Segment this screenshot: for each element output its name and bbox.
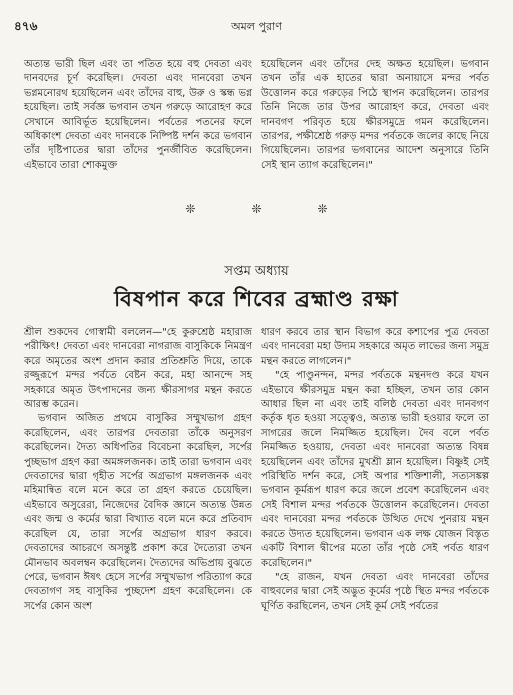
paragraph: অত্যন্ত ভারী ছিল এবং তা পতিত হয়ে বহু দেবতা এবং দানবদের চূর্ণ করেছিল। দেবতা এবং দানবেরা তখন ভগ্নমনোরথ হয়েছিলেন এবং তাঁদের বাহু, উরু ও স্কন্ধ ভগ্ন হয়েছিল। তাই সর্বজ্ঞ ভগবান তখন গরুড়ে আরোহণ করে সেখানে আবির্ভূত হয়েছিলেন। পর্বতের পতনের ফলে অধিকাংশ দেবতা এবং দানবকে নিষ্পিষ্ট দর্শন করে ভগবান তাঁর দৃষ্টিপাতের দ্বারা তাঁদের পুনর্জীবিত করেছিলেন। এইভাবে তারা শোকমুক্ত: [24, 59, 252, 171]
top-left-column: [24, 58, 252, 173]
paragraph: শ্রীল শুকদেব গোস্বামী বললেন—"হে কুরুশ্রেষ্ঠ মহারাজ পরীক্ষিৎ! দেবতা এবং দানবেরা নাগরাজ বাসুকিকে নিমন্ত্রণ করে অমৃতের অংশ প্রদান করার প্রতিশ্রুতি দিয়ে, তাকে রজ্জুরূপে মন্দর পর্বতে বেষ্টন করে, মহা আনন্দে সহ সহকারে অমৃত উৎপাদনের জন্য ক্ষীরসাগর মন্থন করতে আরম্ভ করেন।: [24, 327, 252, 411]
running-header-title: অমল পুরাণ: [231, 20, 282, 33]
chapter-title: বিষপান করে শিবের ব্রহ্মাণ্ড রক্ষা: [114, 287, 399, 311]
paragraph: "হে পাণ্ডুনন্দন, মন্দর পর্বতকে মন্থনদণ্ড করে যখন এইভাবে ক্ষীরসমুদ্র মন্থন করা হচ্ছিল, তখন তার কোন আধার ছিল না এবং তাই বলিষ্ঠ দেবতা এবং দানবগণ কর্তৃক ধৃত হওয়া সত্ত্বেও, অত্যন্ত ভারী হওয়ার ফলে তা সাগরের জলে নিমজ্জিত হয়েছিল। দৈব বলে পর্বত নিমজ্জিত হওয়ায়, দেবতা এবং দানবেরা অত্যন্ত বিষন্ন হয়েছিলেন এবং তাঁদের মুখশ্রী ম্লান হয়েছিল। বিষ্ণুই সেই পরিস্থিতি দর্শন করে, সেই অপার শক্তিশালী, সত্যসঙ্কল্প ভগবান কূর্মরূপ ধারণ করে জলে প্রবেশ করেছিলেন এবং সেই বিশাল মন্দর পর্বতকে উত্তোলন করেছিলেন। দেবতা এবং দানবেরা মন্দর পর্বতকে উত্থিত দেখে পুনরায় মন্থন করতে উদ্যত হয়েছিলেন। ভগবান এক লক্ষ যোজন বিস্তৃত একটি বিশাল দ্বীপের মতো তাঁর পৃষ্ঠে সেই পর্বত ধারণ করেছিলেন।": [261, 370, 489, 569]
bottom-right-column: [261, 326, 489, 614]
paragraph: ধারণ করবে তার স্থান বিভাগ করে কশ্যপের পুত্র দেবতা এবং দানবেরা মহা উদ্যম সহকারে অমৃত লাভের জন্য সমুদ্র মন্থন করতে লাগলেন।": [261, 327, 489, 367]
top-right-column: [261, 58, 489, 173]
chapter-number: সপ্তম অধ্যায়: [224, 264, 289, 279]
ornament-icon: ❊: [185, 202, 196, 216]
ornament-icon: ❊: [251, 202, 262, 216]
paragraph: "হে রাজন, যখন দেবতা এবং দানবেরা তাঁদের বাহুবলের দ্বারা সেই অদ্ভুত কূর্মের পৃষ্ঠে স্থিত মন্দর পর্বতকে ঘূর্ণিত করছিলেন, তখন সেই কূর্ম সেই পর্বতের: [261, 571, 489, 612]
ornament-icon: ❊: [317, 202, 328, 216]
bottom-left-column: [24, 326, 252, 614]
section-divider: [0, 202, 513, 216]
paragraph: হয়েছিলেন এবং তাঁদের দেহ অক্ষত হয়েছিল। ভগবান তখন তাঁর এক হাতের দ্বারা অনায়াসে মন্দর পর্বত উত্তোলন করে গরুড়ের পিঠে স্থাপন করেছিলেন। তারপর তিনি নিজে তার উপর আরোহণ করে, দেবতা এবং দানবগণ পরিবৃত হয়ে ক্ষীরসমুদ্রে গমন করেছিলেন। তারপর, পক্ষীশ্রেষ্ঠ গরুড় মন্দর পর্বতকে জলের কাছে নিয়ে গিয়েছিলেন। তারপর ভগবানের আদেশ অনুসারে তিনি সেই স্থান ত্যাগ করেছিলেন।": [261, 59, 489, 171]
paragraph: ভগবান অজিত প্রথমে বাসুকির সম্মুখভাগ গ্রহণ করেছিলেন, এবং তারপর দেবতারা তাঁকে অনুসরণ করেছিলেন। দৈত্য অধিপতির বিবেচনা করেছিল, সর্পের পুচ্ছভাগ গ্রহণ করা অমঙ্গলজনক। তাই তারা ভগবান এবং দেবতাদের দ্বারা গৃহীত সর্পের অগ্রভাগ মঙ্গলজনক এবং মহিমান্বিত বলে মনে করে তা গ্রহণ করতে চেয়েছিল। এইভাবে অসুরেরা, নিজেদের বৈদিক জ্ঞানে অত্যন্ত উন্নত এবং জন্ম ও কর্মের দ্বারা বিখ্যাত বলে মনে করে প্রতিবাদ করেছিল যে, তারা সর্পের অগ্রভাগ ধারণ করবে। দেবতাদের আচরণে অসন্তুষ্ট প্রকাশ করে দৈত্যেরা তখন মৌনভাব অবলম্বন করেছিলেন। দৈত্যদের অভিপ্রায় বুঝতে পেরে, ভগবান ঈষৎ হেসে সর্পের সম্মুখভাগ পরিত্যাগ করে দেবতাগণ সহ বাসুকির পুচ্ছদেশ গ্রহণ করেছিলেন। কে সর্পের কোন অংশ: [24, 413, 252, 612]
page-number: ৪৭৬: [14, 19, 38, 33]
